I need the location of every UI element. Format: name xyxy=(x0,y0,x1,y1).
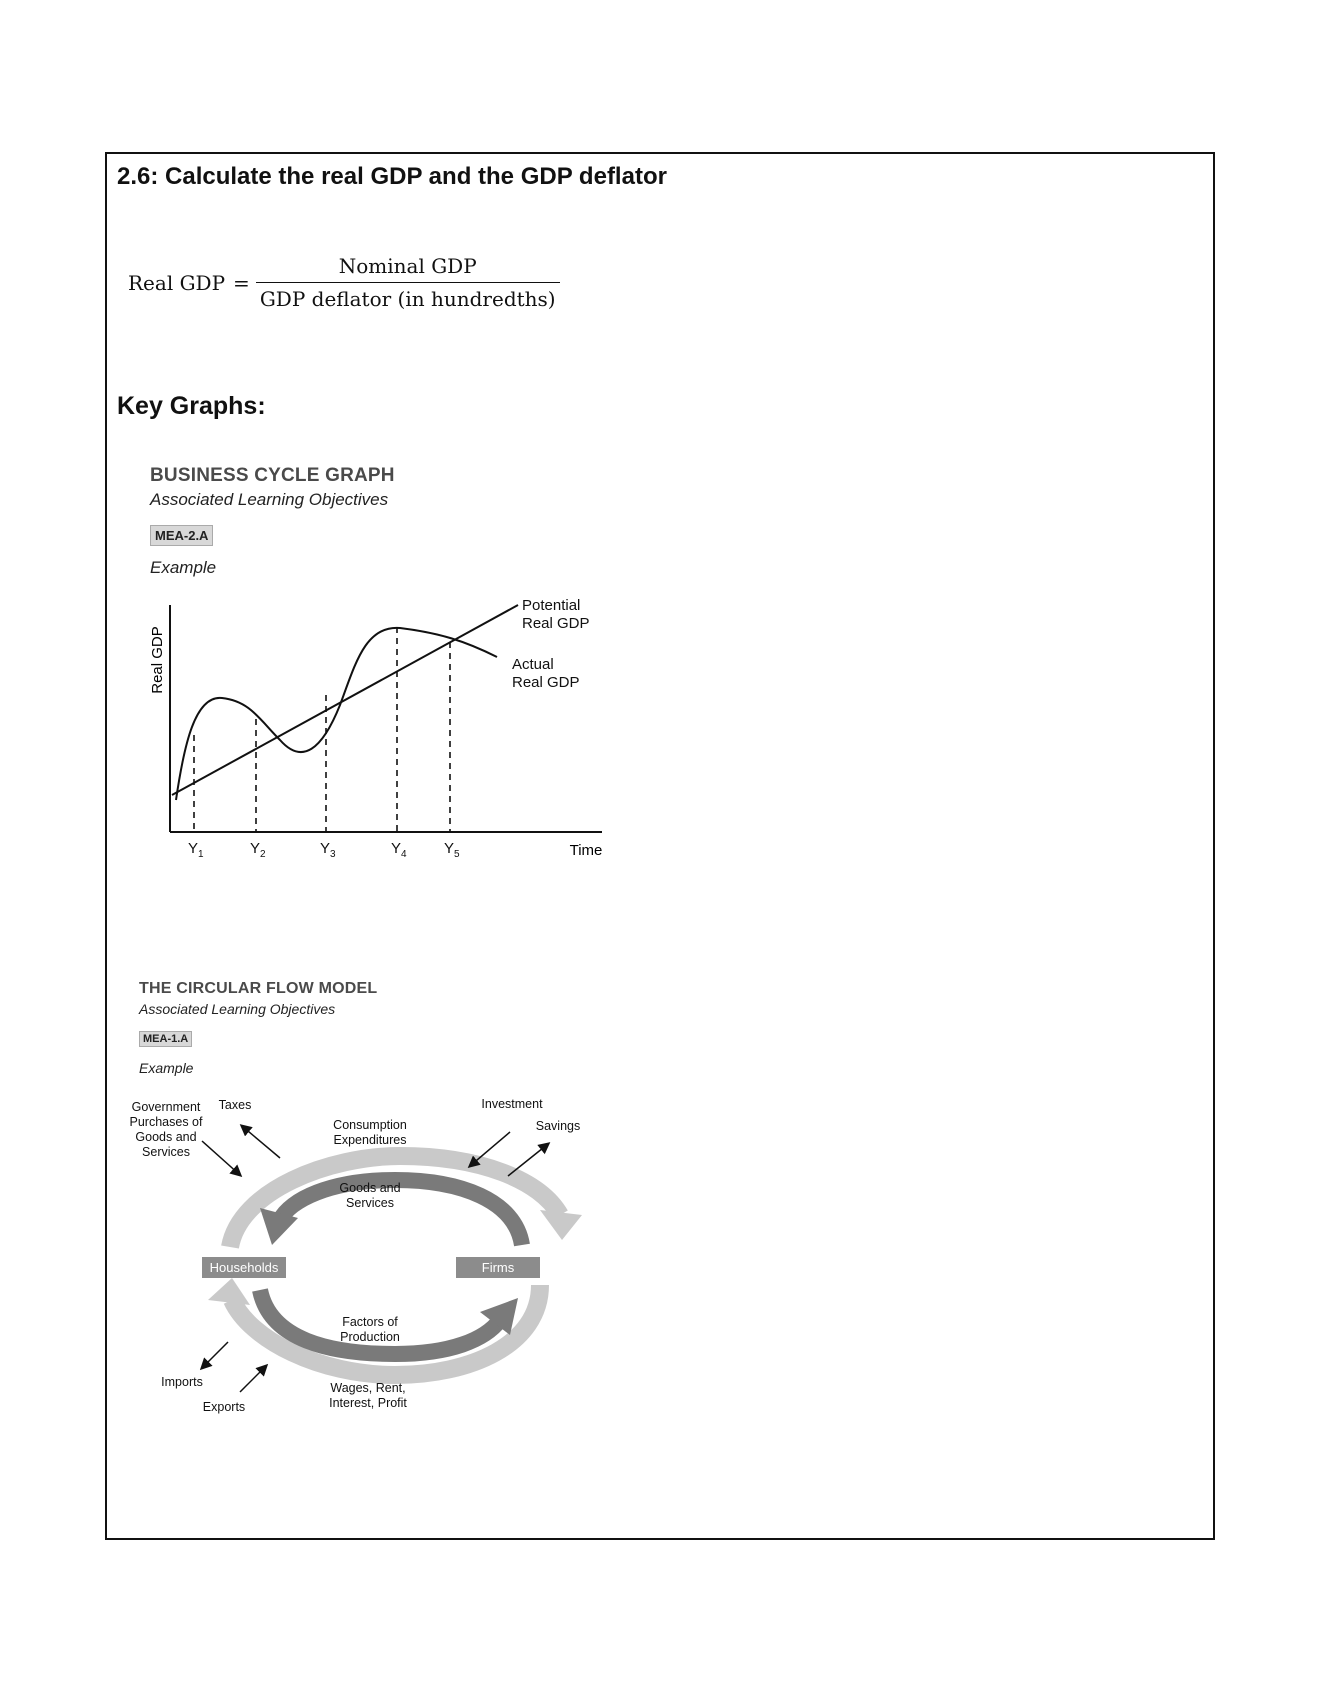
investment-label: Investment xyxy=(481,1097,543,1111)
actual-gdp-label-2: Real GDP xyxy=(512,674,580,691)
business-cycle-graph xyxy=(140,595,640,870)
goods-label-1: Goods and xyxy=(339,1181,401,1195)
consumption-label-2: Expenditures xyxy=(333,1133,407,1147)
potential-gdp-label-1: Potential xyxy=(522,597,581,614)
business-cycle-subtitle: Associated Learning Objectives xyxy=(150,490,389,509)
business-cycle-example: Example xyxy=(150,558,217,577)
imports-label: Imports xyxy=(161,1375,203,1389)
section-heading: 2.6: Calculate the real GDP and the GDP deflator xyxy=(117,163,667,190)
gov-label-1: Government xyxy=(131,1100,201,1114)
taxes-arrow xyxy=(242,1126,280,1158)
wages-flow-arrowhead xyxy=(208,1278,250,1305)
marker-y3: $Y_3$ xyxy=(320,840,336,860)
goods-flow-arc xyxy=(280,1180,522,1245)
gov-label-3: Goods and xyxy=(135,1130,197,1144)
imports-arrow xyxy=(202,1342,228,1368)
factors-label-1: Factors of xyxy=(342,1315,398,1329)
exports-label: Exports xyxy=(202,1400,246,1414)
factors-label-2: Production xyxy=(340,1330,400,1344)
actual-gdp-curve xyxy=(176,628,497,800)
potential-gdp-label-2: Real GDP xyxy=(522,615,590,632)
exports-arrow xyxy=(240,1366,266,1392)
circular-flow-title: THE CIRCULAR FLOW MODEL xyxy=(139,980,378,997)
households-label: Households xyxy=(209,1260,279,1275)
circular-flow-tag: MEA-1.A xyxy=(139,1031,192,1047)
gov-label-2: Purchases of xyxy=(130,1115,203,1129)
formula-equals: = xyxy=(233,270,250,295)
key-graphs-heading: Key Graphs: xyxy=(117,392,266,420)
firms-label: Firms xyxy=(481,1260,515,1275)
gov-label-4: Services xyxy=(142,1145,190,1159)
consumption-flow-arrowhead xyxy=(540,1210,582,1240)
formula-lhs: Real GDP xyxy=(128,270,226,295)
marker-y2: $Y_2$ xyxy=(250,840,266,860)
real-gdp-formula xyxy=(128,254,560,311)
y-axis-label: Real GDP xyxy=(149,626,166,694)
actual-gdp-label-1: Actual xyxy=(512,656,554,673)
circular-flow-diagram xyxy=(130,1090,650,1435)
potential-gdp-line xyxy=(172,605,518,795)
savings-arrow xyxy=(508,1144,548,1176)
business-cycle-title: BUSINESS CYCLE GRAPH xyxy=(150,465,395,486)
business-cycle-tag: MEA-2.A xyxy=(150,525,213,546)
consumption-label-1: Consumption xyxy=(333,1118,407,1132)
formula-fraction xyxy=(256,254,560,311)
marker-y1: $Y_1$ xyxy=(188,840,204,860)
savings-label: Savings xyxy=(535,1119,581,1133)
x-axis-label: Time xyxy=(569,842,603,859)
wages-label-2: Interest, Profit xyxy=(329,1396,407,1410)
marker-y5: $Y_5$ xyxy=(444,840,460,860)
goods-label-2: Services xyxy=(346,1196,394,1210)
formula-numerator: Nominal GDP xyxy=(338,254,477,278)
wages-label-1: Wages, Rent, xyxy=(330,1381,406,1395)
gov-purchases-arrow xyxy=(202,1141,240,1175)
marker-y4: $Y_4$ xyxy=(391,840,407,860)
taxes-label: Taxes xyxy=(218,1098,252,1112)
formula-denominator: GDP deflator (in hundredths) xyxy=(259,287,556,311)
circular-flow-example: Example xyxy=(139,1060,194,1076)
circular-flow-subtitle: Associated Learning Objectives xyxy=(139,1001,336,1017)
